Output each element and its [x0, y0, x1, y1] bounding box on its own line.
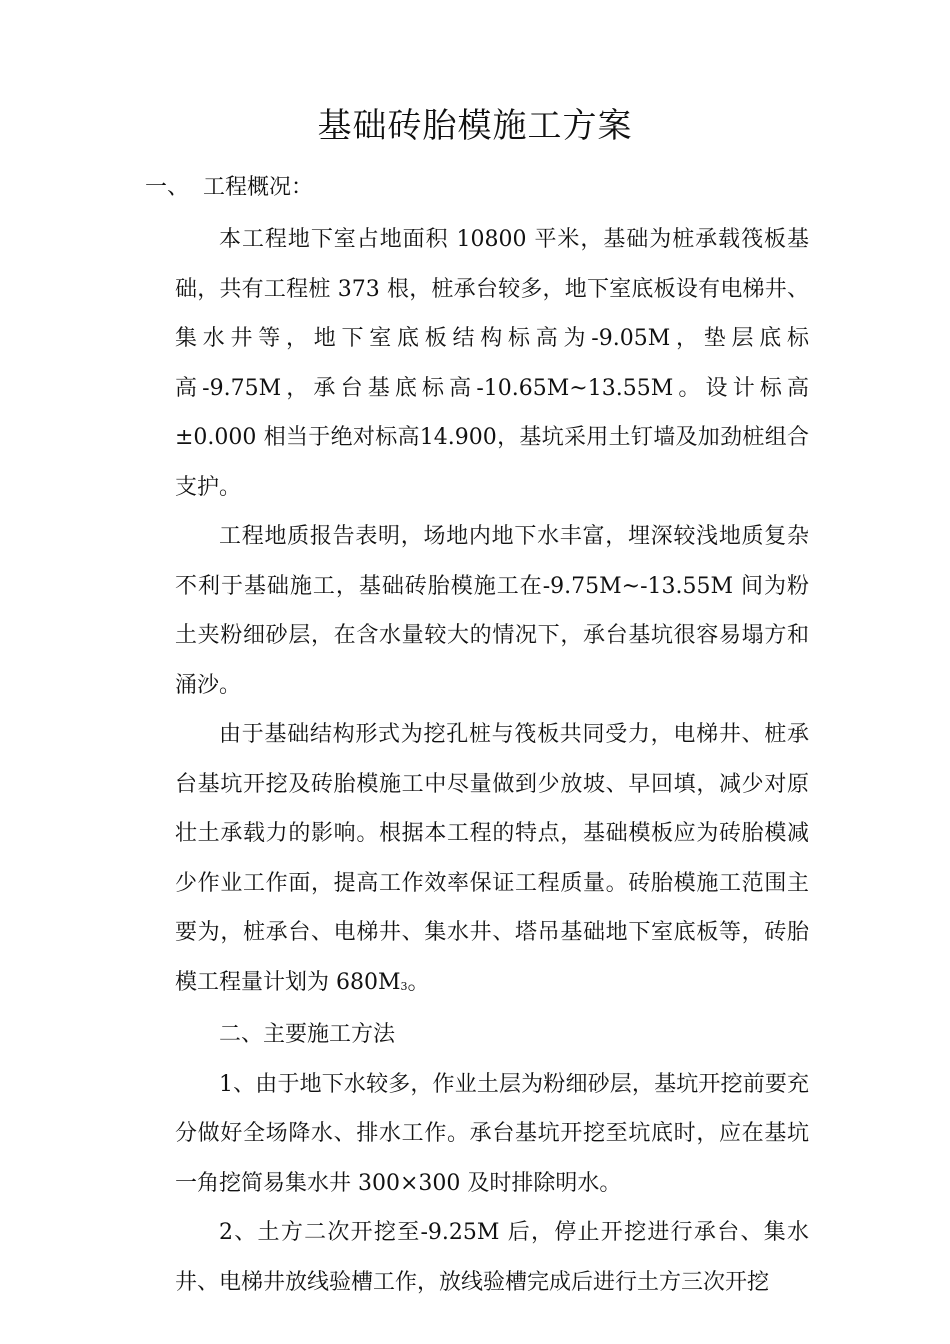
paragraph-text: 由于基础结构形式为挖孔桩与筏板共同受力，电梯井、桩承台基坑开挖及砖胎模施工中尽量做到少放坡、早回填，减少对原壮土承载力的影响。根据本工程的特点，基础模板应为砖胎模减少作业工作面，提高工作效率保证工程质量。砖胎模施工范围主要为，桩承台、电梯井、集水井、塔吊基础地下室底板等，砖胎模工程量计划为 680M — [175, 722, 809, 995]
paragraph: 本工程地下室占地面积 10800 平米，基础为桩承载筏板基础，共有工程桩 373 根，桩承台较多，地下室底板设有电梯井、集水井等，地下室底板结构标高为-9.05M，垫层底标高-9.75M，承台基底标高-10.65M~13.55M。设计标高±0.000 相当于绝对标高14.900，基坑采用土钉墙及加劲桩组合支护。 — [175, 227, 809, 500]
paragraph: 工程地质报告表明，场地内地下水丰富，埋深较浅地质复杂不利于基础施工，基础砖胎模施工在-9.75M~-13.55M 间为粉土夹粉细砂层，在含水量较大的情况下，承台基坑很容易塌方和涌沙。 — [175, 524, 809, 698]
paragraph-end: 。 — [407, 969, 430, 995]
section-heading — [145, 170, 313, 206]
unit-superscript: 3 — [400, 979, 408, 993]
paragraph: 1、由于地下水较多，作业土层为粉细砂层，基坑开挖前要充分做好全场降水、排水工作。承台基坑开挖至坑底时，应在基坑一角挖简易集水井 300×300 及时排除明水。 — [175, 1071, 809, 1196]
section-subheading: 二、主要施工方法 — [219, 1022, 396, 1047]
section-number: 一、 — [145, 175, 190, 200]
document-title: 基础砖胎模施工方案 — [317, 106, 633, 146]
document-body — [175, 215, 809, 1307]
section-title: 工程概况： — [203, 175, 314, 200]
paragraph: 2、土方二次开挖至-9.25M 后，停止开挖进行承台、集水井、电梯井放线验槽工作，放线验槽完成后进行土方三次开挖 — [175, 1220, 809, 1295]
paragraph — [175, 710, 809, 1010]
